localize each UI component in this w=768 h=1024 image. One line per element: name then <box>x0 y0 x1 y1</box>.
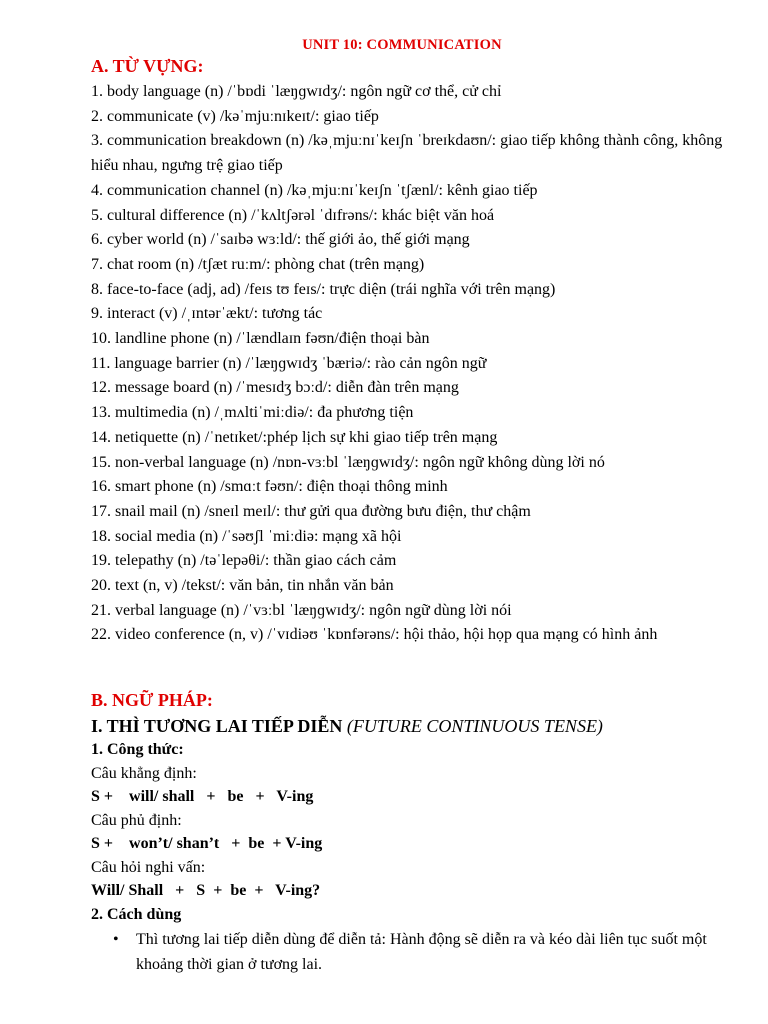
section-a-heading: A. TỪ VỰNG: <box>91 56 204 76</box>
grammar-section <box>91 714 731 977</box>
vocab-item: 8. face-to-face (adj, ad) /feɪs tʊ feɪs/: trực diện (trái nghĩa với trên mạng) <box>91 280 556 298</box>
vocab-item: 6. cyber world (n) /ˈsaɪbə wɜːld/: thế giới ảo, thế giới mạng <box>91 231 470 249</box>
vocab-item: 4. communication channel (n) /kəˌmjuːnɪˈkeɪʃn ˈtʃænl/: kênh giao tiếp <box>91 181 538 199</box>
vocab-item: 12. message board (n) /ˈmesɪdʒ bɔːd/: diễn đàn trên mạng <box>91 379 459 397</box>
vocab-item: 9. interact (v) /ˌɪntərˈækt/: tương tác <box>91 305 323 323</box>
vocab-item: 17. snail mail (n) /sneɪl meɪl/: thư gửi qua đường bưu điện, thư chậm <box>91 502 531 520</box>
vocab-item: 14. netiquette (n) /ˈnetɪket/:phép lịch sự khi giao tiếp trên mạng <box>91 428 498 446</box>
vocab-item: 11. language barrier (n) /ˈlæŋɡwɪdʒ ˈbæriə/: rào cản ngôn ngữ <box>91 354 487 372</box>
vocab-item: 13. multimedia (n) /ˌmʌltiˈmiːdiə/: đa phương tiện <box>91 404 414 422</box>
question-formula: Will/ Shall + S + be + V-ing? <box>91 882 321 899</box>
vocab-item: 19. telepathy (n) /təˈlepəθi/: thần giao cách cảm <box>91 552 397 570</box>
formula-heading: 1. Công thức: <box>91 741 184 758</box>
vocab-item: 10. landline phone (n) /ˈlændlaɪn fəʊn/điện thoại bàn <box>91 330 430 348</box>
question-label: Câu hỏi nghi vấn: <box>91 858 206 876</box>
affirmative-label: Câu khẳng định: <box>91 764 197 782</box>
vocabulary-list <box>91 80 731 648</box>
affirmative-formula: S + will/ shall + be + V-ing <box>91 788 314 805</box>
usage-bullet-text: Thì tương lai tiếp diễn dùng để diễn tả: Hành động sẽ diễn ra và kéo dài liên tục suốt một khoảng thời gian ở tương lai. <box>136 931 707 973</box>
vocab-item: 16. smart phone (n) /smɑːt fəʊn/: điện thoại thông minh <box>91 478 448 496</box>
vocab-item: 2. communicate (v) /kəˈmjuːnɪkeɪt/: giao tiếp <box>91 107 379 125</box>
bullet-dot-icon: • <box>113 931 119 948</box>
negative-formula: S + won’t/ shan’t + be + V-ing <box>91 835 323 852</box>
vocab-item: 21. verbal language (n) /ˈvɜːbl ˈlæŋɡwɪdʒ/: ngôn ngữ dùng lời nói <box>91 601 512 619</box>
tense-title <box>91 714 731 738</box>
vocab-item: 5. cultural difference (n) /ˈkʌltʃərəl ˈdɪfrəns/: khác biệt văn hoá <box>91 206 495 224</box>
section-b-heading: B. NGỮ PHÁP: <box>91 690 213 710</box>
usage-bullet <box>91 928 731 977</box>
vocab-item: 18. social media (n) /ˈsəʊʃl ˈmiːdiə: mạng xã hội <box>91 527 402 545</box>
vocab-item: 15. non-verbal language (n) /nɒn-vɜːbl ˈlæŋɡwɪdʒ/: ngôn ngữ không dùng lời nó <box>91 453 605 471</box>
vocab-item: 22. video conference (n, v) /ˈvɪdiəʊ ˈkɒnfərəns/: hội thảo, hội họp qua mạng có hình ảnh <box>91 626 658 644</box>
vocab-item: 1. body language (n) /ˈbɒdi ˈlæŋɡwɪdʒ/: ngôn ngữ cơ thể, cử chỉ <box>91 83 502 100</box>
vocab-item: 20. text (n, v) /tekst/: văn bản, tin nhắn văn bản <box>91 577 394 595</box>
tense-title-en: (FUTURE CONTINUOUS TENSE) <box>346 716 603 736</box>
vocab-item: 3. communication breakdown (n) /kəˌmjuːnɪˈkeɪʃn ˈbreɪkdaʊn/: giao tiếp không thành công, không hiểu nhau, ngưng trệ giao tiếp <box>91 132 723 175</box>
unit-title: UNIT 10: COMMUNICATION <box>302 37 502 53</box>
negative-label: Câu phủ định: <box>91 811 182 829</box>
usage-heading: 2. Cách dùng <box>91 905 182 923</box>
vocab-item: 7. chat room (n) /tʃæt ruːm/: phòng chat (trên mạng) <box>91 255 425 273</box>
tense-title-vi: I. THÌ TƯƠNG LAI TIẾP DIỄN <box>91 716 343 736</box>
